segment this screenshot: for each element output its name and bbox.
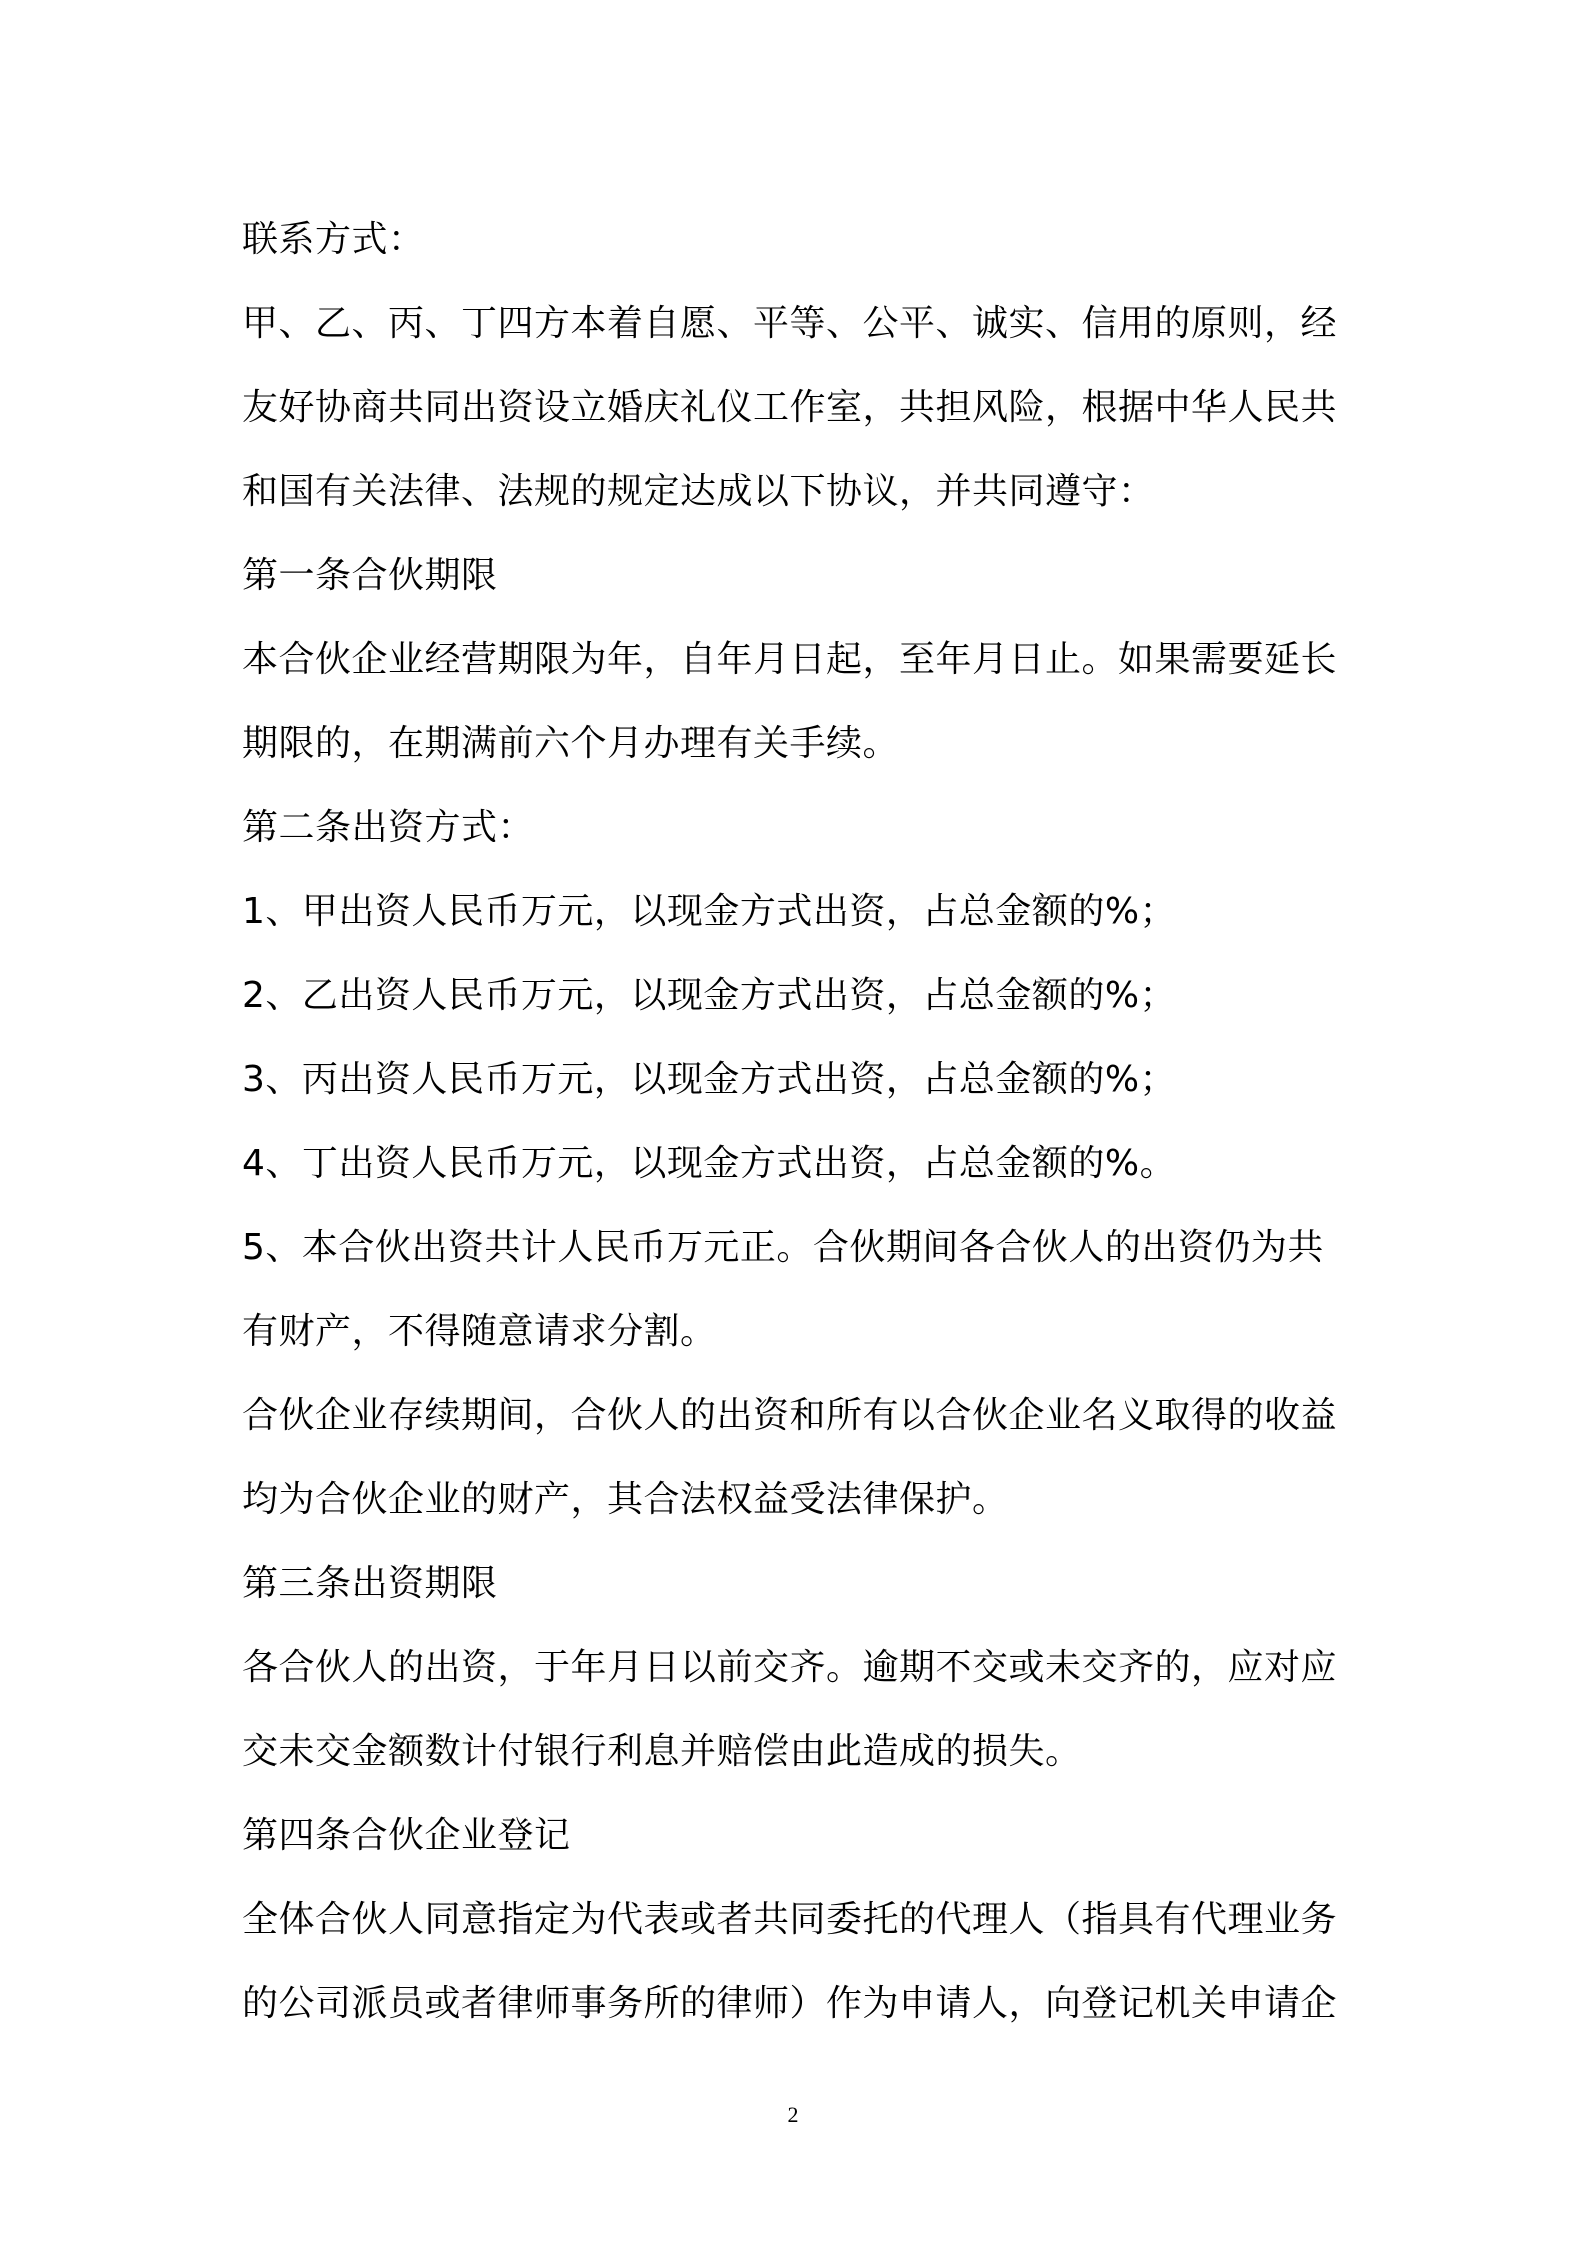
article-2-item-5: 5、本合伙出资共计人民币万元正。合伙期间各合伙人的出资仍为共 bbox=[242, 1227, 1324, 1268]
article-4-heading: 第四条合伙企业登记 bbox=[242, 1815, 571, 1856]
article-2-item-4: 4、丁出资人民币万元，以现金方式出资，占总金额的%。 bbox=[242, 1143, 1177, 1184]
article-2-item-2: 2、乙出资人民币万元，以现金方式出资，占总金额的%； bbox=[242, 975, 1177, 1016]
page-number: 2 bbox=[787, 2102, 799, 2127]
article-2-item-1: 1、甲出资人民币万元，以现金方式出资，占总金额的%； bbox=[242, 891, 1177, 932]
article-3-text: 各合伙人的出资，于年月日以前交齐。逾期不交或未交齐的，应对应 bbox=[242, 1647, 1338, 1688]
article-1-text: 本合伙企业经营期限为年，自年月日起，至年月日止。如果需要延长 bbox=[242, 639, 1338, 680]
article-1-text: 期限的，在期满前六个月办理有关手续。 bbox=[242, 723, 900, 764]
article-2-text: 合伙企业存续期间，合伙人的出资和所有以合伙企业名义取得的收益 bbox=[242, 1395, 1338, 1436]
preamble-line: 友好协商共同出资设立婚庆礼仪工作室，共担风险，根据中华人民共 bbox=[242, 387, 1338, 428]
preamble-line: 甲、乙、丙、丁四方本着自愿、平等、公平、诚实、信用的原则，经 bbox=[242, 303, 1338, 344]
article-2-item-3: 3、丙出资人民币万元，以现金方式出资，占总金额的%； bbox=[242, 1059, 1177, 1100]
contact-heading: 联系方式： bbox=[242, 219, 425, 260]
article-2-text: 均为合伙企业的财产，其合法权益受法律保护。 bbox=[242, 1479, 1009, 1520]
article-2-item-5: 有财产，不得随意请求分割。 bbox=[242, 1311, 717, 1352]
article-4-text: 的公司派员或者律师事务所的律师）作为申请人，向登记机关申请企 bbox=[242, 1983, 1338, 2024]
article-2-heading: 第二条出资方式： bbox=[242, 807, 535, 848]
document-body bbox=[242, 198, 1357, 2046]
article-1-heading: 第一条合伙期限 bbox=[242, 555, 498, 596]
preamble-line: 和国有关法律、法规的规定达成以下协议，并共同遵守： bbox=[242, 471, 1155, 512]
article-3-text: 交未交金额数计付银行利息并赔偿由此造成的损失。 bbox=[242, 1731, 1082, 1772]
article-4-text: 全体合伙人同意指定为代表或者共同委托的代理人（指具有代理业务 bbox=[242, 1899, 1338, 1940]
article-3-heading: 第三条出资期限 bbox=[242, 1563, 498, 1604]
